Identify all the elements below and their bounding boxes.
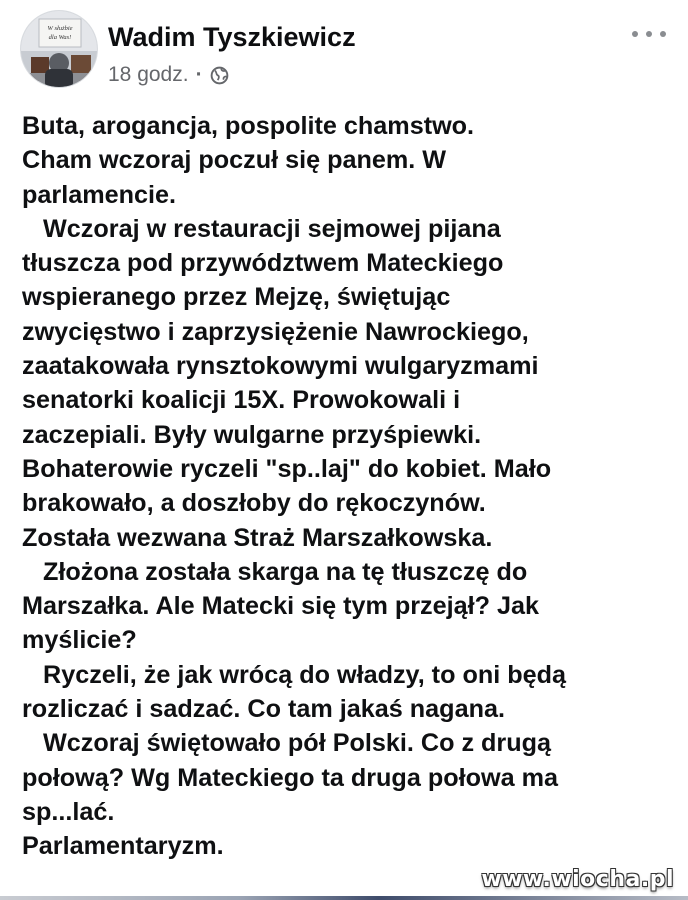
more-dot bbox=[646, 31, 652, 37]
post-line: zaatakowała rynsztokowymi wulgaryzmami bbox=[22, 352, 539, 381]
post-line: Bohaterowie ryczeli "sp..laj" do kobiet. Mało bbox=[22, 454, 552, 483]
post-header bbox=[0, 0, 688, 104]
post-line: tłuszcza pod przywództwem Mateckiego bbox=[22, 249, 504, 278]
post-line: parlamencie. bbox=[22, 180, 177, 209]
globe-icon bbox=[210, 66, 229, 85]
more-options-icon[interactable] bbox=[632, 22, 666, 46]
post-line: połową? Wg Mateckiego ta druga połowa ma bbox=[22, 763, 558, 792]
post-meta bbox=[108, 62, 229, 88]
post-line: senatorki koalicji 15X. Prowokowali i bbox=[22, 386, 461, 415]
post-line: brakowało, a doszłoby do rękoczynów. bbox=[22, 489, 486, 518]
post-line: zaczepiali. Były wulgarne przyśpiewki. bbox=[22, 420, 482, 449]
post-line: Została wezwana Straż Marszałkowska. bbox=[22, 523, 493, 552]
post-line: Złożona została skarga na tę tłuszczę do bbox=[43, 557, 528, 586]
post-line: myślicie? bbox=[22, 626, 137, 655]
post-line: Ryczeli, że jak wrócą do władzy, to oni będą bbox=[43, 660, 567, 689]
post-line: Wczoraj świętowało pół Polski. Co z drugą bbox=[43, 729, 552, 758]
more-dot bbox=[632, 31, 638, 37]
watermark: www.wiocha.pl bbox=[481, 867, 674, 892]
post-text bbox=[22, 109, 682, 864]
bottom-divider bbox=[0, 896, 688, 900]
meta-separator: · bbox=[195, 63, 203, 86]
post-line: wspieranego przez Mejzę, świętując bbox=[22, 283, 451, 312]
post-line: Wczoraj w restauracji sejmowej pijana bbox=[43, 214, 501, 243]
post-line: Marszałka. Ale Matecki się tym przejął? Jak bbox=[22, 592, 540, 621]
post-line: rozliczać i sadzać. Co tam jakaś nagana. bbox=[22, 695, 505, 724]
post-line: Buta, arogancja, pospolite chamstwo. bbox=[22, 112, 475, 140]
more-dot bbox=[660, 31, 666, 37]
avatar-caption-line-2: dla Was! bbox=[48, 34, 72, 41]
post-line: zwycięstwo i zaprzysiężenie Nawrockiego, bbox=[22, 317, 529, 346]
avatar-image bbox=[21, 11, 98, 88]
avatar-caption-line-1: W służbie bbox=[47, 25, 73, 32]
avatar[interactable] bbox=[20, 10, 98, 88]
post-line: Parlamentaryzm. bbox=[22, 832, 224, 861]
post-line: sp...lać. bbox=[22, 797, 115, 826]
post-line: Cham wczoraj poczuł się panem. W bbox=[22, 146, 447, 175]
author-name[interactable]: Wadim Tyszkiewicz bbox=[108, 22, 356, 52]
post-timestamp[interactable]: 18 godz. bbox=[108, 63, 189, 86]
